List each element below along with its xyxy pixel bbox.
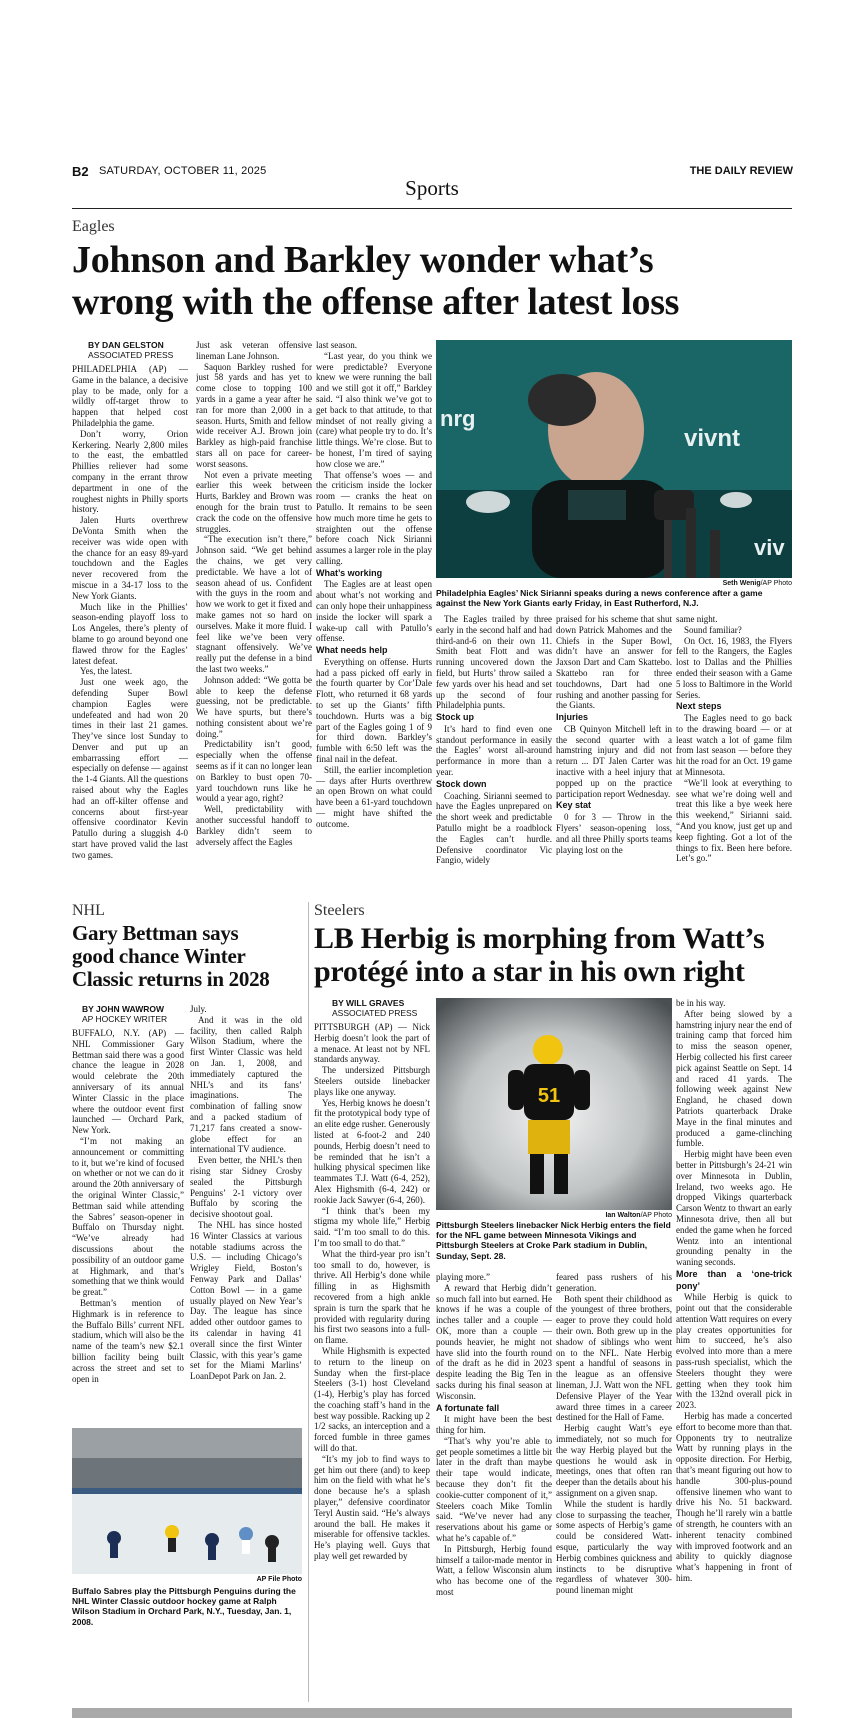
column-divider (308, 902, 309, 1702)
steelers-photo-credit: Ian Walton/AP Photo (605, 1212, 672, 1219)
subhead-next-steps: Next steps (676, 701, 722, 712)
lead-column-5 (556, 614, 672, 918)
steelers-paragraph: Herbig might have been even better in Pittsburgh’s 24-21 win over Minnesota in Dublin, Ireland, two weeks ago. He dropped Vikings quarterback Carson Wentz to thwart an early Minnesota drive, then all but ended the game when he forced Wentz into an intentional grounding penalty in the waning seconds. (676, 1149, 792, 1268)
nhl-column-2 (190, 1004, 302, 1424)
nhl-headline-line1: Gary Bettman says (72, 921, 239, 945)
lead-kicker: Eagles (72, 218, 115, 235)
lead-paragraph: The Eagles are at least open about what’s not working and can only hope their unhappiness inside the locker will spark a wake-up call with Patullo’s offense. (316, 579, 432, 644)
nhl-paragraph: BUFFALO, N.Y. (AP) — NHL Commissioner Gary Bettman said there was a good chance the league in 2028 would celebrate the 20th anniversary of its annual Winter Classic in the place where the outdoor event first launched — Orchard Park, New York. (72, 1028, 184, 1136)
nhl-paragraph: “I’m not making an announcement or committing to it, but we’re kind of focused on whether or not we can do it around the 20th anniversary of the original Winter Classic,” Bettman said while attending the Sabres’ season-opener in Buffalo on Thursday night. “We’ve already had discussions about the possibility of an outdoor game at Highmark, and that’s something that we think would be great.” (72, 1135, 184, 1298)
page-number: B2 (72, 164, 89, 179)
steelers-column-1 (314, 1022, 430, 1704)
lead-headline-line2: wrong with the offense after latest loss (72, 280, 680, 323)
steelers-column-4 (676, 998, 792, 1704)
steelers-paragraph: PITTSBURGH (AP) — Nick Herbig doesn’t look the part of a menace. At least not by NFL standards anyway. (314, 1022, 430, 1065)
nhl-paragraph: July. (190, 1004, 207, 1014)
lead-paragraph: “The execution isn’t there,” Johnson said. “We get behind the chains, we get very predictable. We have a lot of season ahead of us. Confident with the guys in the room and how we work to get it fixed and make games not so hard on ourselves. Make it more fluid. I feel like we’ve been very stagnant offensively. We’ve really put the defense in a bind the last two weeks.” (196, 534, 312, 674)
eagles-logo-icon (466, 491, 510, 513)
subhead-whats-working: What’s working (316, 567, 383, 578)
lead-column-3 (316, 340, 432, 918)
herbig-entering-field-image (436, 998, 672, 1210)
lead-paragraph: “We’ll look at everything to see what we’re doing well and treat this like a bye week here this weekend,” Sirianni said. “And you know, just get up and keep fighting. Got a lot of the things to fix. Been here before. Let’s go.” (676, 777, 792, 864)
lead-paragraph: That offense’s woes — and the criticism inside the locker room — cranks the heat on Patullo. It remains to be seen how much more time he gets to straighten out the offense before coach Nick Sirianni assumes a larger role in the play calling. (316, 469, 432, 566)
steelers-headline[interactable] (314, 922, 794, 988)
lead-paragraph: Don’t worry, Orion Kerkering. Nearly 2,800 miles to the east, the embattled Phillies reliever had some company in the errant throw department in one of the roughest nights in Philly sports history. (72, 428, 188, 515)
steelers-paragraph: After being slowed by a hamstring injury near the end of training camp that forced him to miss the season opener, Herbig collected his first career pick against Seattle on Sept. 14 and raced 41 yards. The following week against New England, he chased down Patriots quarterback Drake Maye in the final minutes and produced a game-clinching fumble. (676, 1008, 792, 1149)
nhl-headline-line3: Classic returns in 2028 (72, 967, 270, 992)
lead-paragraph: Predictability isn’t good, especially when the offense seems as if it can no longer lean on Barkley to bust open 70-yard touchdown runs like he would a year ago, right? (196, 739, 312, 804)
lead-paragraph: The Eagles trailed by three early in the second half and had third-and-6 on their own 11. Smith beat Flott and was running uncovered down the field, but Hurts’ throw sailed a few yards over his head and set up the second of four Philadelphia punts. (436, 614, 552, 711)
steelers-headline-line2: protégé into a star in his own right (314, 955, 745, 988)
lead-paragraph: Johnson added: “We gotta be able to keep the defense guessing, not be predictable. We have spurts, but there’s nothing consistent about we’re doing.” (196, 674, 312, 739)
lead-paragraph: Not even a private meeting earlier this week between Hurts, Barkley and Brown was enough for the brain trust to crack the code on the offensive struggles. (196, 469, 312, 534)
lead-column-6 (676, 614, 792, 918)
steelers-paragraph: “I think that’s been my stigma my whole life,” Herbig said. “I’m too small to do this. I’m too small to do that.” (314, 1205, 430, 1248)
steelers-paragraph: playing more.” (436, 1272, 490, 1282)
issue-date: SATURDAY, OCTOBER 11, 2025 (99, 165, 267, 177)
steelers-paragraph: While the student is hardly close to surpassing the teacher, some aspects of Herbig’s game could be considered Watt-esque, particularly the way Herbig combines quickness and instincts to be disruptive regardless of whatever 300-pound lineman might (556, 1498, 672, 1596)
subhead-key-stat: Key stat (556, 800, 592, 811)
nhl-byline-role: AP HOCKEY WRITER (82, 1014, 168, 1024)
newspaper-name: THE DAILY REVIEW (689, 165, 793, 177)
lead-paragraph: Yes, the latest. (80, 666, 133, 677)
lead-photo (436, 340, 792, 578)
nhl-photo-credit: AP File Photo (256, 1576, 302, 1583)
lead-byline-block (88, 340, 173, 360)
lead-paragraph: Everything on offense. Hurts had a pass picked off early in the fourth quarter by Cor’Dale Flott, who returned it 68 yards to set up the Giants’ fifth touchdown. Hurts was a big part of the Eagles going 1 of 9 for third down. Barkley’s fumble with 6:50 left was the final nail in the defeat. (316, 656, 432, 765)
lead-column-4 (436, 614, 552, 918)
lead-paragraph: praised for his scheme that shut down Patrick Mahomes and the Chiefs in the Super Bowl, didn’t have an answer for Jaxson Dart and Cam Skattebo. Skattebo ran for three touchdowns, Dart had one rushing and another passing for the Giants. (556, 614, 672, 711)
lead-paragraph: “Last year, do you think we were predictable? Everyone knew we were running the ball and we still got it off,” Barkley said. “I also think we’ve got to get back to that attitude, to that mindset of not really giving a (care) what people try to do. It’s little things. We’re close. But to be honest, I’m tired of saying how close we are.” (316, 350, 432, 469)
nhl-kicker: NHL (72, 902, 105, 919)
lead-byline: BY DAN GELSTON (88, 340, 164, 350)
jersey-number: 51 (537, 1085, 561, 1107)
lead-paragraph: Well, predictability with another successful handoff to Barkley didn’t seem to adversely affect the Eagles (196, 804, 312, 847)
nhl-photo-caption: Buffalo Sabres play the Pittsburgh Penguins during the NHL Winter Classic outdoor hockey game at Ralph Wilson Stadium in Orchard Park, N.Y., Tuesday, Jan. 1, 2008. (72, 1586, 296, 1627)
steelers-byline: BY WILL GRAVES (332, 998, 405, 1008)
steelers-column-3 (556, 1272, 672, 1704)
lead-paragraph: PHILADELPHIA (AP) — Game in the balance, a decisive play to be made, only for a wildly off-target throw to happen that helped cost Philadelphia the game. (72, 364, 188, 428)
lead-column-1 (72, 364, 188, 918)
winter-classic-hockey-image (72, 1428, 302, 1574)
lead-photo-caption: Philadelphia Eagles’ Nick Sirianni speaks during a news conference after a game against the New York Giants early Friday, in East Rutherford, N.J. (436, 588, 763, 609)
steelers-paragraph: feared pass rushers of his generation. (556, 1272, 672, 1293)
lead-photo-credit: Seth Wenig/AP Photo (722, 580, 792, 587)
steelers-paragraph: Herbig has made a concerted effort to become more than that. Opponents try to neutralize Watt by running plays in the opposite direction. For Herbig, that’s meant figuring out how to handle 300-plus-pound offensive linemen who want to drive his No. 51 backward. Though he’ll rarely win a battle of strength, he counters with an inherent tenacity combined with improved footwork and an ability to quickly diagnose what’s happening in front of him. (676, 1411, 792, 1584)
lead-column-2 (196, 340, 312, 918)
subhead-injuries: Injuries (556, 712, 589, 723)
steelers-paragraph: Both spent their childhood as the youngest of three brothers, eager to prove they could hold their own. Both grew up in the shadow of siblings who went on to the NFL. Nate Herbig spent a handful of seasons in the league as an offensive lineman, J.J. Watt won the NFL Defensive Player of the Year award three times in a career destined for the Hall of Fame. (556, 1293, 672, 1423)
steelers-paragraph: “That’s why you’re able to get people sometimes a little bit later in the draft than maybe their tape would indicate, because they don’t fit the cookie-cutter component of it,” Steelers coach Mike Tomlin said. “We’ve never had any reservations about his game or what he’s capable of.” (436, 1435, 552, 1544)
steelers-headline-line1: LB Herbig is morphing from Watt’s (314, 922, 765, 955)
steelers-paragraph: Yes, Herbig knows he doesn’t fit the prototypical body type of an elite edge rusher. Generously listed at 6-foot-2 and 240 pounds, Herbig doesn’t need to be reminded that he isn’t a hulking physical specimen like teammates T.J. Watt (6-4, 252), Alex Highsmith (6-4, 242) or rookie Jack Sawyer (6-4, 260). (314, 1097, 430, 1205)
nhl-paragraph: Even better, the NHL’s then rising star Sidney Crosby sealed the Pittsburgh Penguins’ 2-1 victory over Buffalo by scoring the decisive shootout goal. (190, 1155, 302, 1220)
steelers-byline-block (332, 998, 417, 1018)
nhl-paragraph: Bettman’s mention of Highmark is in reference to the Buffalo Bills’ current NFL stadium, which will also be the name of the team’s new $2.1 billion facility being built across the street and set to open in (72, 1297, 184, 1384)
nhl-headline[interactable] (72, 922, 304, 991)
nhl-photo (72, 1428, 302, 1574)
photo-sign-text: nrg (440, 406, 476, 431)
footer-bar (72, 1708, 792, 1718)
subhead-what-needs-help: What needs help (316, 645, 388, 656)
lead-paragraph: It’s hard to find even one standout performance in easily the Eagles’ worst all-around performance in more than a year. (436, 723, 552, 778)
steelers-paragraph: be in his way. (676, 998, 726, 1008)
steelers-photo (436, 998, 672, 1210)
steelers-kicker: Steelers (314, 902, 365, 919)
nhl-headline-line2: good chance Winter (72, 944, 246, 969)
steelers-paragraph: Herbig caught Watt’s eye immediately, not so much for the way Herbig played but the questions he would ask in meetings, ones that often ran deeper than the details about his assignment on a given snap. (556, 1423, 672, 1498)
nhl-paragraph: And it was in the old facility, then called Ralph Wilson Stadium, where the first Winter Classic was held on Jan. 1, 2008, and immediately captured the NHL’s and its fans’ imaginations. The combination of falling snow and a packed stadium of 71,217 fans created a snow-globe effect for an international TV audience. (190, 1014, 302, 1155)
section-title: Sports (405, 176, 459, 200)
photo-sign-text: viv (754, 535, 785, 560)
masthead-rule (72, 208, 792, 209)
lead-paragraph: CB Quinyon Mitchell left in the second quarter with a hamstring injury and did not return ... DT Jalen Carter was inactive with a heel injury that popped up on the practice participation report Wednesday. (556, 723, 672, 799)
lead-paragraph: Saquon Barkley rushed for just 58 yards and has yet to come close to topping 100 yards in a game a year after he ran for more than 2,000 in a season. Hurts, Smith and fellow wide receiver A.J. Brown join Barkley as high-paid franchise stars all on pace for career-worst seasons. (196, 361, 312, 469)
nhl-paragraph: The NHL has since hosted 16 Winter Classics at various notable stadiums across the U.S. — including Chicago’s Wrigley Field, Boston’s Fenway Park and Dallas’ Cotton Bowl — in a game usually played on New Year’s Day. The league has since added other outdoor games to its calendar in having 41 overall since the first Winter Classic, with this year’s game set for the Miami Marlins’ LoanDepot Park on Jan. 2. (190, 1219, 302, 1382)
lead-paragraph: 0 for 3 — Throw in the Flyers’ season-opening loss, and all three Philly sports teams playing lost on the (556, 812, 672, 855)
steelers-paragraph: The undersized Pittsburgh Steelers outside linebacker plays like one anyway. (314, 1065, 430, 1097)
lead-paragraph: The Eagles need to go back to the drawing board — or at least watch a lot of game film from last season — before they hit the road for an Oct. 19 game at Minnesota. (676, 713, 792, 778)
nhl-column-1 (72, 1028, 184, 1424)
lead-paragraph: Much like in the Phillies’ season-ending playoff loss to Los Angeles, there’s plenty of blame to go around beyond one flawed throw for the Eagles’ latest defeat. (72, 601, 188, 666)
steelers-paragraph: “It’s my job to find ways to get him out there (and) to keep him on the field with what he’s done because he’s a splash player,” defensive coordinator Teryl Austin said. “He’s always around the ball. He makes it miserable for offensive tackles. He’s playing well. Guys that play well get rewarded by (314, 1453, 430, 1562)
lead-headline[interactable] (72, 240, 812, 324)
lead-paragraph: Still, the earlier incompletion — days after Hurts overthrew an open Brown on what could have been a 61-yard touchdown — might have shifted the outcome. (316, 764, 432, 829)
sirianni-press-conference-image (436, 340, 792, 578)
steelers-paragraph: A reward that Herbig didn’t so much fall into but earned. He knows if he was a couple of inches taller and a couple — OK, more than a couple — pounds heavier, he might not have slid into the fourth round of the draft as he did in 2023 despite leading the Big Ten in sacks during his final season at Wisconsin. (436, 1282, 552, 1401)
lead-paragraph: Sound familiar? (684, 624, 742, 635)
nhl-byline-block (82, 1004, 167, 1024)
lead-paragraph: On Oct. 16, 1983, the Flyers fell to the Rangers, the Eagles lost to Dallas and the Phillies ended their season with a Game 5 loss to Baltimore in the World Series. (676, 635, 792, 700)
eagles-logo-icon (720, 492, 752, 508)
steelers-paragraph: In Pittsburgh, Herbig found himself a tailor-made mentor in Watt, a fellow Wisconsin alum who has become one of the most (436, 1543, 552, 1597)
lead-paragraph: Just ask veteran offensive lineman Lane Johnson. (196, 340, 312, 361)
lead-paragraph: Coaching. Sirianni seemed to have the Eagles unprepared on the short week and predictable Patullo might be a roadblock the Eagles can’t hurdle. Defensive coordinator Vic Fangio, widely (436, 790, 552, 866)
lead-paragraph: Jalen Hurts overthrew DeVonta Smith when the receiver was wide open with the chance for an easy 89-yard touchdown and the Eagles never recovered from the miscue in a 34-17 loss to the New York Giants. (72, 515, 188, 601)
steelers-column-2 (436, 1272, 552, 1704)
subhead-stock-down: Stock down (436, 778, 487, 789)
steelers-byline-role: ASSOCIATED PRESS (332, 1008, 418, 1018)
steelers-photo-caption: Pittsburgh Steelers linebacker Nick Herbig enters the field for the NFL game between Minnesota Vikings and Pittsburgh Steelers at Croke Park stadium in Dublin, Sunday, Sept. 28. (436, 1220, 671, 1261)
lead-byline-role: ASSOCIATED PRESS (88, 350, 174, 360)
lead-headline-line1: Johnson and Barkley wonder what’s (72, 239, 654, 281)
subhead-stock-up: Stock up (436, 712, 475, 723)
steelers-paragraph: While Highsmith is expected to return to the lineup on Sunday when the first-place Steelers (3-1) host Cleveland (1-4), Herbig’s play has forced the coaching staff’s hand in the best way possible. Racking up 2 1/2 sacks, an interception and a forced fumble in three games will do that. (314, 1345, 430, 1454)
subhead-more-than-one-trick-pony: More than a ‘one-trick pony’ (676, 1268, 792, 1291)
photo-sign-text: vivnt (684, 425, 741, 452)
nhl-byline: BY JOHN WAWROW (82, 1004, 165, 1014)
steelers-paragraph: It might have been the best thing for him. (436, 1414, 552, 1436)
subhead-fortunate-fall: A fortunate fall (436, 1402, 500, 1413)
lead-paragraph: last season. (316, 340, 357, 350)
steelers-paragraph: While Herbig is quick to point out that the considerable attention Watt requires on every play creates opportunities for him to succeed, he’s also evolved into more than a mere pass-rush specialist, which the Steelers thought they were getting when they took him with the 132nd overall pick in 2023. (676, 1292, 792, 1411)
steelers-paragraph: What the third-year pro isn’t too small to do, however, is thrive. All Herbig’s done while filling in as Highsmith recovered from a high ankle sprain is turn the spark that he provided with regularity during his first two seasons into a full-on flame. (314, 1248, 430, 1346)
lead-paragraph: same night. (676, 614, 718, 624)
lead-paragraph: Just one week ago, the defending Super Bowl champion Eagles were undefeated and had won 20 times in their last 21 games. They’ve since lost Sunday to Denver and put up an embarrassing effort — especially on defense — against the 1-4 Giants. All the questions raised about why the Eagles had an off-kilter offense and concerns about first-year offensive coordinator Kevin Patullo during a sluggish 4-0 start have proved valid the last two games. (72, 677, 188, 860)
